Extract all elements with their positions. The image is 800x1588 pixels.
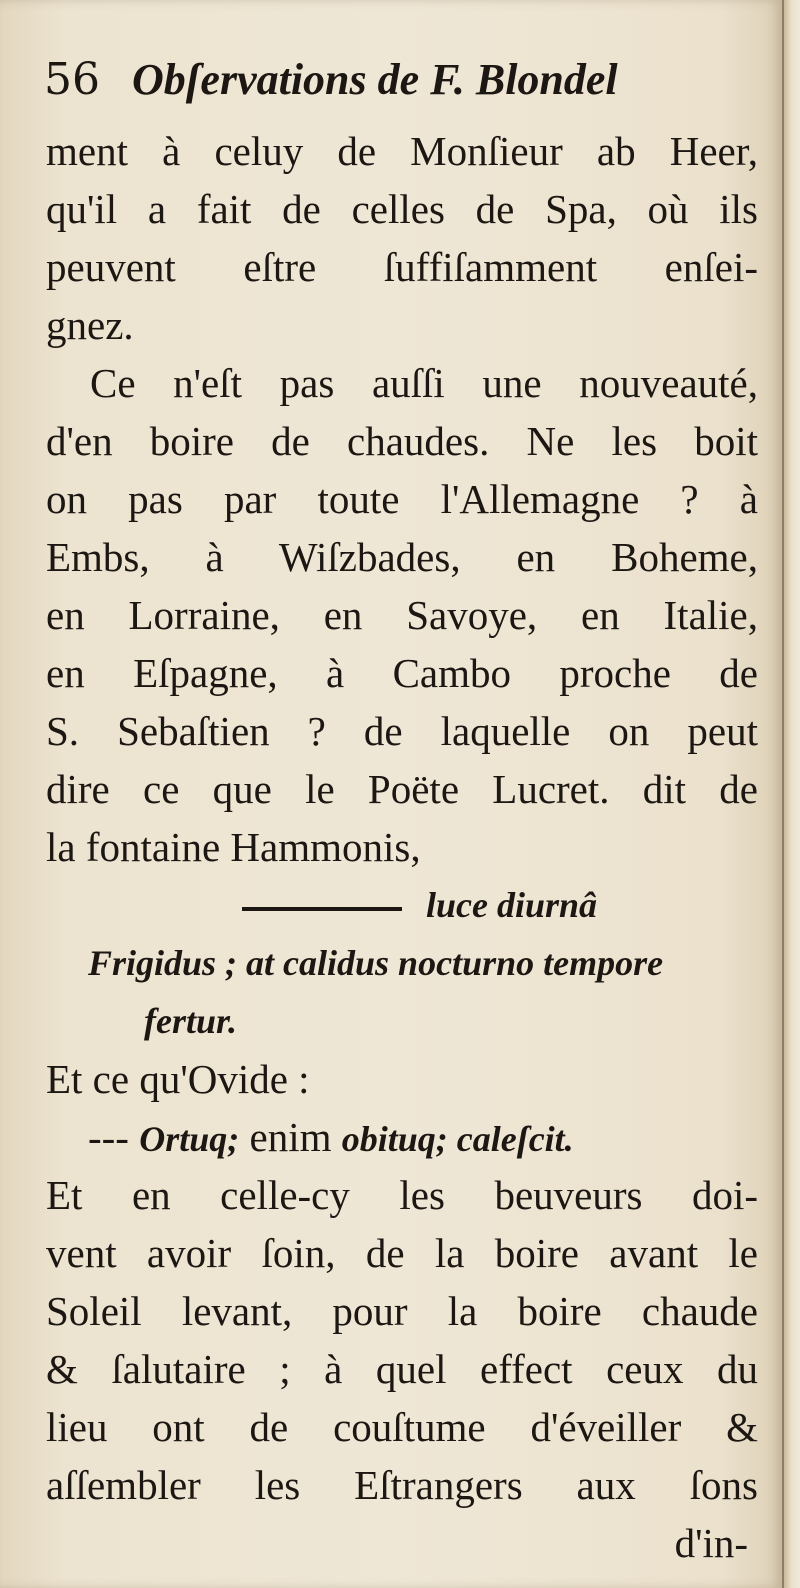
text-line: lieu ont de couſtume d'éveiller & [46, 1404, 758, 1450]
verse-line: Frigidus ; at calidus nocturno tempore [88, 943, 664, 983]
text-line: dire ce que le Poëte Lucret. dit de [46, 766, 758, 812]
text-line: Et en celle-cy les beuveurs doi- [46, 1172, 758, 1218]
verse-text: Ortuq; [139, 1119, 240, 1159]
text-line: d'en boire de chaudes. Ne les boit [46, 418, 758, 464]
text-body [46, 122, 758, 1572]
verse-text: obituq; caleſcit. [341, 1119, 574, 1159]
text-line: Ce n'eſt pas auſſi une nouveauté, [90, 360, 758, 406]
verse-text: luce diurnâ [426, 885, 598, 925]
catchword: d'in- [674, 1520, 748, 1566]
text-line: vent avoir ſoin, de la boire avant le [46, 1230, 758, 1276]
verse-lead: --- [88, 1114, 129, 1160]
verse-line [46, 1108, 758, 1166]
text-line: Et ce qu'Ovide : [46, 1056, 310, 1102]
text-line: en Lorraine, en Savoye, en Italie, [46, 592, 758, 638]
verse-text: enim [249, 1114, 332, 1160]
page-number: 56 [44, 54, 100, 105]
text-line: ment à celuy de Monſieur ab Heer, [46, 128, 758, 174]
verse-line: fertur. [144, 1001, 238, 1041]
text-line: & ſalutaire ; à quel effect ceux du [46, 1346, 758, 1392]
running-title: Obſervations de F. Blondel [132, 55, 618, 104]
verse-dash [242, 907, 402, 911]
text-line: S. Sebaſtien ? de laquelle on peut [46, 708, 758, 754]
verse-line [46, 876, 758, 934]
text-line: en Eſpagne, à Cambo proche de [46, 650, 758, 696]
text-line: aſſembler les Eſtrangers aux ſons [46, 1462, 758, 1508]
running-header [44, 50, 618, 110]
text-line: Embs, à Wiſzbades, en Boheme, [46, 534, 758, 580]
text-line: peuvent eſtre ſuffiſamment enſei- [46, 244, 758, 290]
text-line: qu'il a fait de celles de Spa, où ils [46, 186, 758, 232]
page-edge [782, 0, 800, 1588]
text-line: gnez. [46, 302, 134, 348]
text-line: Soleil levant, pour la boire chaude [46, 1288, 758, 1334]
text-line: on pas par toute l'Allemagne ? à [46, 476, 758, 522]
text-line: la fontaine Hammonis, [46, 824, 421, 870]
